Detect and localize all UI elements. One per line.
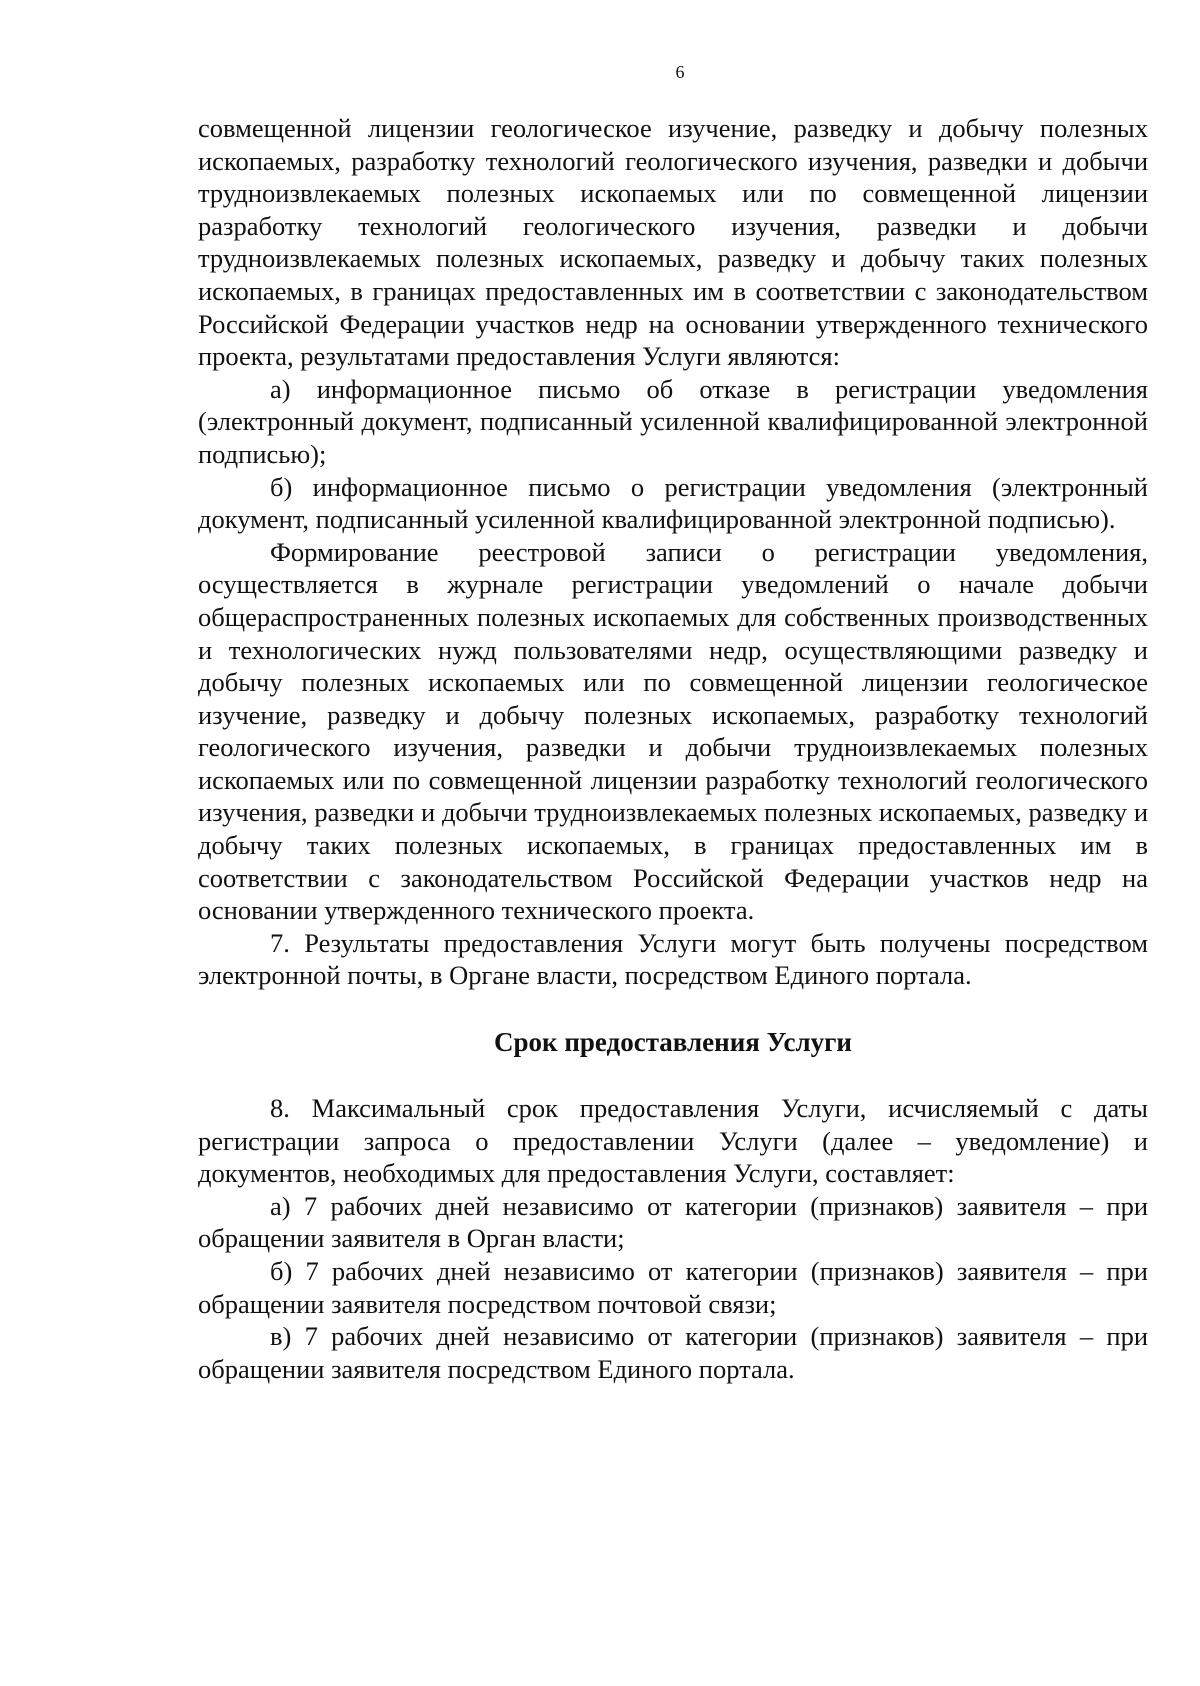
- paragraph-item-b: б) информационное письмо о регистрации уведомления (электронный документ, подписанный усиленной квалифицированной электронной подписью).: [198, 471, 1148, 535]
- paragraph-item-8c: в) 7 рабочих дней независимо от категории (признаков) заявителя – при обращении заявителя посредством Единого портала.: [198, 1321, 1148, 1384]
- paragraph-item-8a: а) 7 рабочих дней независимо от категории (признаков) заявителя – при обращении заявителя в Орган власти;: [198, 1190, 1148, 1254]
- paragraph-item-a: а) информационное письмо об отказе в регистрации уведомления (электронный документ, подписанный усиленной квалифицированной электронной подписью);: [198, 373, 1148, 469]
- page-number: 6: [675, 62, 685, 82]
- paragraph-registry-entry: Формирование реестровой записи о регистрации уведомления, осуществляется в журнале регистрации уведомлений о начале добычи общераспространенных полезных ископаемых для собственных производственных и технологических нужд пользователями недр, осуществляющими разведку и добычу полезных ископаемых или по совмещенной лицензии геологическое изучение, разведку и добычу полезных ископаемых, разработку технологий геологического изучения, разведки и добычи трудноизвлекаемых полезных ископаемых или по совмещенной лицензии разработку технологий геологического изучения, разведки и добычи трудноизвлекаемых полезных ископаемых, разведку и добычу таких полезных ископаемых, в границах предоставленных им в соответствии с законодательством Российской Федерации участков недр на основании утвержденного технического проекта.: [198, 536, 1148, 926]
- section-heading: Срок предоставления Услуги: [494, 1027, 852, 1058]
- paragraph-item-8: 8. Максимальный срок предоставления Услуги, исчисляемый с даты регистрации запроса о предоставлении Услуги (далее – уведомление) и документов, необходимых для предоставления Услуги, составляет:: [198, 1093, 1148, 1189]
- document-body: [198, 112, 1148, 1385]
- paragraph-item-8b: б) 7 рабочих дней независимо от категории (признаков) заявителя – при обращении заявителя посредством почтовой связи;: [198, 1256, 1148, 1319]
- paragraph-item-7: 7. Результаты предоставления Услуги могут быть получены посредством электронной почты, в Органе власти, посредством Единого портала.: [198, 927, 1148, 991]
- paragraph-continuation: совмещенной лицензии геологическое изучение, разведку и добычу полезных ископаемых, разработку технологий геологического изучения, разведки и добычи трудноизвлекаемых полезных ископаемых или по совмещенной лицензии разработку технологий геологического изучения, разведки и добычи трудноизвлекаемых полезных ископаемых, разведку и добычу таких полезных ископаемых, в границах предоставленных им в соответствии с законодательством Российской Федерации участков недр на основании утвержденного технического проекта, результатами предоставления Услуги являются:: [198, 113, 1148, 372]
